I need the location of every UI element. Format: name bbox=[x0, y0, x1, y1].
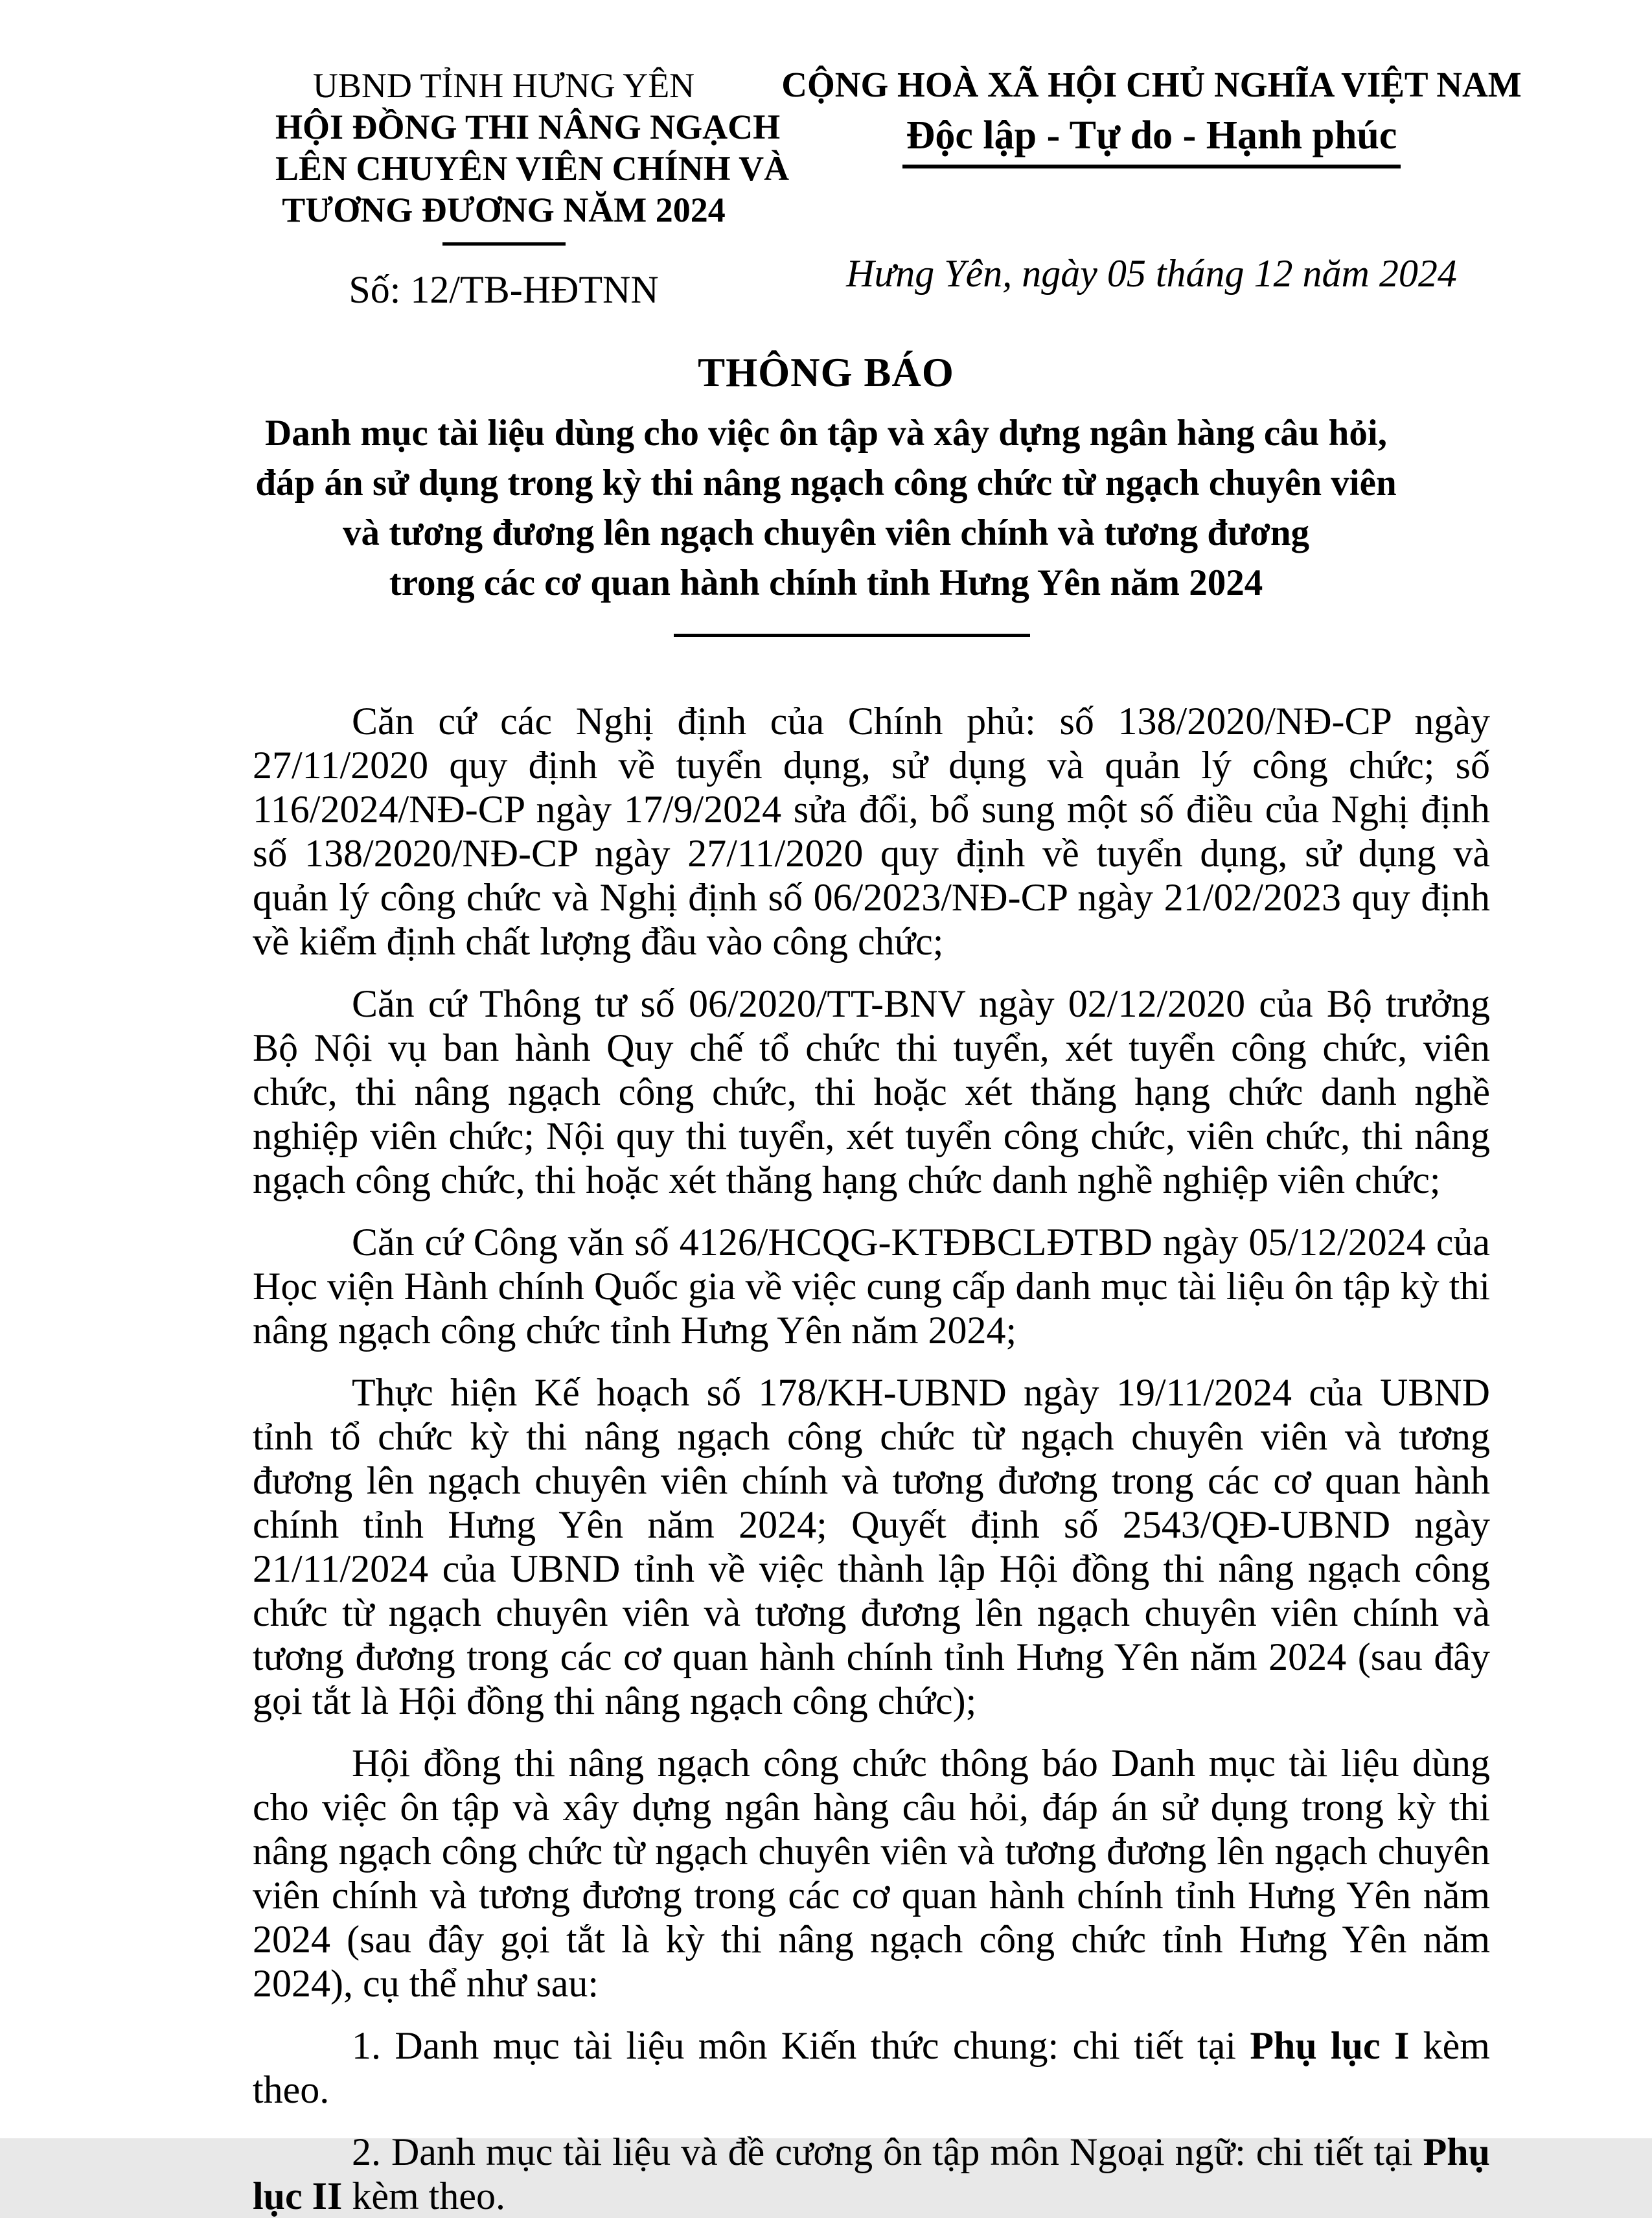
subject-line-4: trong các cơ quan hành chính tỉnh Hưng Yên năm 2024 bbox=[389, 562, 1263, 603]
title-divider-rule bbox=[674, 634, 1030, 637]
place-and-date: Hưng Yên, ngày 05 tháng 12 năm 2024 bbox=[846, 252, 1457, 295]
list-item-2 bbox=[253, 2130, 1490, 2218]
subject-line-2: đáp án sử dụng trong kỳ thi nâng ngạch công chức từ ngạch chuyên viên bbox=[255, 463, 1397, 503]
agency-name-line-2: LÊN CHUYÊN VIÊN CHÍNH VÀ bbox=[275, 149, 790, 188]
national-header-block bbox=[771, 65, 1532, 296]
body-paragraph-4: Thực hiện Kế hoạch số 178/KH-UBND ngày 19/11/2024 của UBND tỉnh tổ chức kỳ thi nâng ngạch công chức từ ngạch chuyên viên và tương đương lên ngạch chuyên viên chính và tương đương trong các cơ quan hành chính tỉnh Hưng Yên năm 2024; Quyết định số 2543/QĐ-UBND ngày 21/11/2024 của UBND tỉnh về việc thành lập Hội đồng thi nâng ngạch công chức từ ngạch chuyên viên và tương đương lên ngạch chuyên viên chính và tương đương trong các cơ quan hành chính tỉnh Hưng Yên năm 2024 (sau đây gọi tắt là Hội đồng thi nâng ngạch công chức); bbox=[253, 1371, 1490, 1722]
document-header bbox=[0, 65, 1652, 312]
document-number: Số: 12/TB-HĐTNN bbox=[349, 268, 659, 311]
document-body bbox=[253, 699, 1490, 2218]
list-item-1-text: 1. Danh mục tài liệu môn Kiến thức chung: chi tiết tại bbox=[352, 2024, 1250, 2067]
document-subject bbox=[0, 408, 1652, 608]
agency-name-line-3: TƯƠNG ĐƯƠNG NĂM 2024 bbox=[282, 191, 726, 229]
body-paragraph-5: Hội đồng thi nâng ngạch công chức thông báo Danh mục tài liệu dùng cho việc ôn tập và xây dựng ngân hàng câu hỏi, đáp án sử dụng trong kỳ thi nâng ngạch công chức từ ngạch chuyên viên và tương đương lên ngạch chuyên viên chính và tương đương trong các cơ quan hành chính tỉnh Hưng Yên năm 2024 (sau đây gọi tắt là kỳ thi nâng ngạch công chức tỉnh Hưng Yên năm 2024), cụ thể như sau: bbox=[253, 1742, 1490, 2005]
national-motto: Độc lập - Tự do - Hạnh phúc bbox=[902, 110, 1401, 168]
issuing-agency-block bbox=[275, 65, 790, 312]
motto-wrapper bbox=[771, 105, 1532, 168]
agency-divider-rule bbox=[442, 242, 566, 246]
body-paragraph-3: Căn cứ Công văn số 4126/HCQG-KTĐBCLĐTBD ngày 05/12/2024 của Học viện Hành chính Quốc gia về việc cung cấp danh mục tài liệu ôn tập kỳ thi nâng ngạch công chức tỉnh Hưng Yên năm 2024; bbox=[253, 1221, 1490, 1352]
body-paragraph-2: Căn cứ Thông tư số 06/2020/TT-BNV ngày 02/12/2020 của Bộ trưởng Bộ Nội vụ ban hành Quy chế tổ chức thi tuyển, xét tuyển công chức, viên chức, thi nâng ngạch công chức, thi hoặc xét thăng hạng chức danh nghề nghiệp viên chức; Nội quy thi tuyển, xét tuyển công chức, viên chức, thi nâng ngạch công chức, thi hoặc xét thăng hạng chức danh nghề nghiệp viên chức; bbox=[253, 982, 1490, 1201]
document-type-heading: THÔNG BÁO bbox=[698, 350, 954, 395]
national-title: CỘNG HOÀ XÃ HỘI CHỦ NGHĨA VIỆT NAM bbox=[781, 65, 1522, 104]
agency-name-line-1: HỘI ĐỒNG THI NÂNG NGẠCH bbox=[275, 108, 781, 146]
list-item-2-text: 2. Danh mục tài liệu và đề cương ôn tập môn Ngoại ngữ: chi tiết tại bbox=[352, 2131, 1423, 2173]
list-item-2-suffix: kèm theo. bbox=[342, 2175, 505, 2217]
list-item-1-suffix: kèm theo. bbox=[253, 2024, 1490, 2111]
list-item-1-appendix-ref: Phụ lục I bbox=[1250, 2024, 1410, 2067]
parent-agency: UBND TỈNH HƯNG YÊN bbox=[312, 66, 695, 105]
list-item-2-appendix-ref: Phụ lục II bbox=[253, 2131, 1490, 2217]
subject-line-3: và tương đương lên ngạch chuyên viên chính và tương đương bbox=[342, 513, 1310, 553]
list-item-1 bbox=[253, 2024, 1490, 2112]
subject-line-1: Danh mục tài liệu dùng cho việc ôn tập và xây dựng ngân hàng câu hỏi, bbox=[265, 413, 1387, 454]
body-paragraph-1: Căn cứ các Nghị định của Chính phủ: số 138/2020/NĐ-CP ngày 27/11/2020 quy định về tuyển dụng, sử dụng và quản lý công chức; số 116/2024/NĐ-CP ngày 17/9/2024 sửa đổi, bổ sung một số điều của Nghị định số 138/2020/NĐ-CP ngày 27/11/2020 quy định về tuyển dụng, sử dụng và quản lý công chức và Nghị định số 06/2023/NĐ-CP ngày 21/02/2023 quy định về kiểm định chất lượng đầu vào công chức; bbox=[253, 700, 1490, 963]
title-block bbox=[0, 350, 1652, 637]
